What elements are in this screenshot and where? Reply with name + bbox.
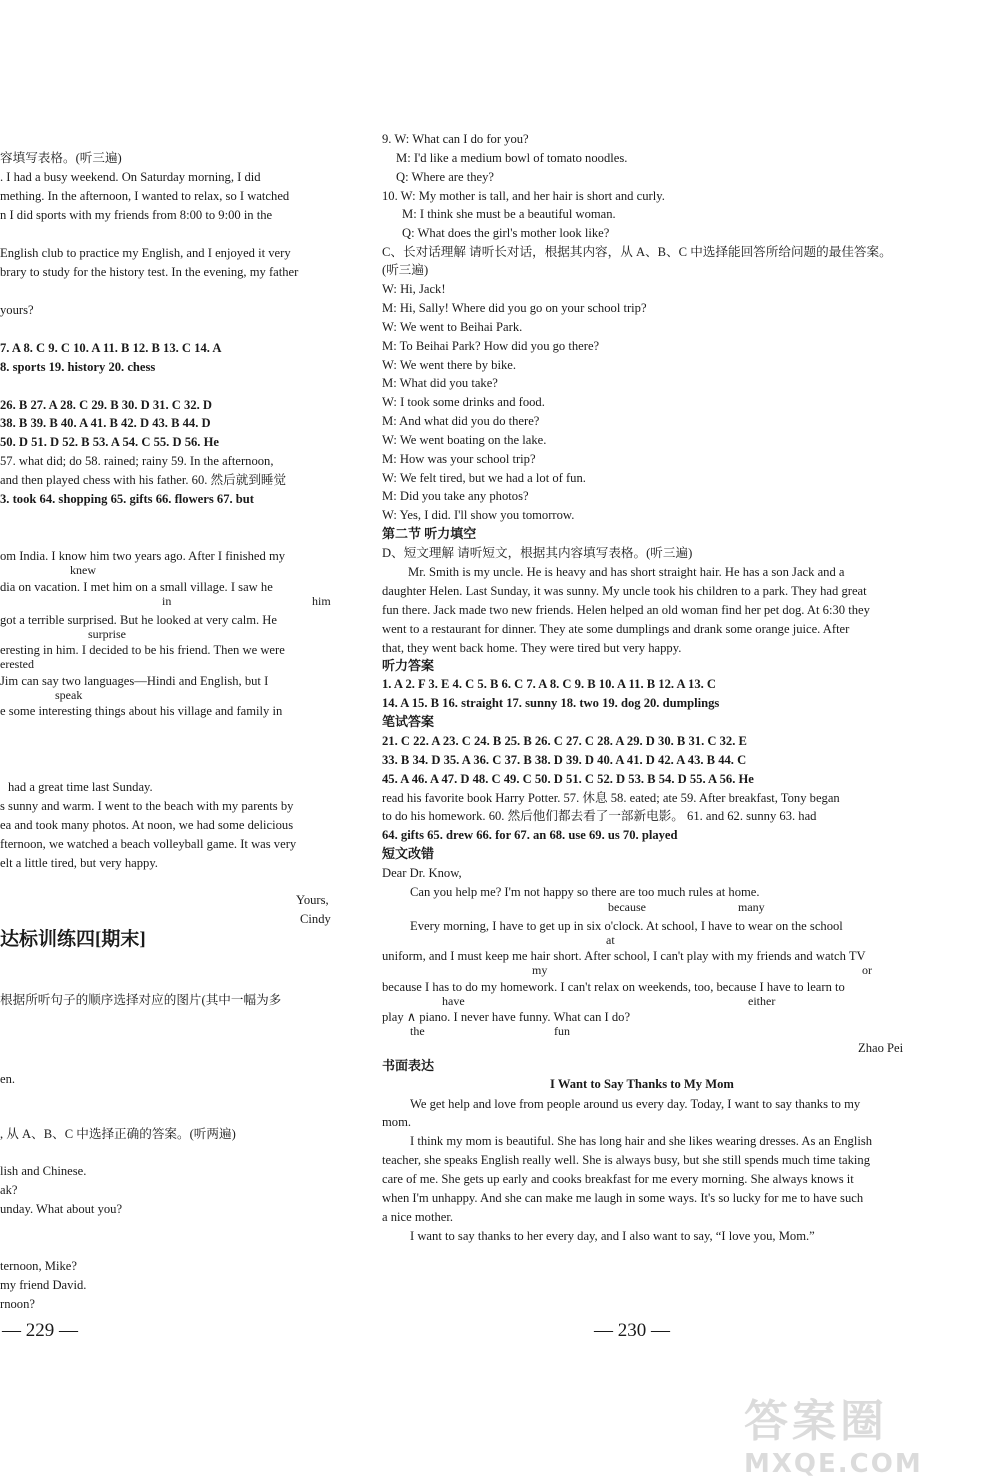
closing: Yours, — [296, 893, 329, 907]
correction-word: my — [532, 963, 548, 977]
answer-line: 8. sports 19. history 20. chess — [0, 360, 156, 374]
dialogue-line: W: Hi, Jack! — [382, 282, 446, 296]
text-line: ea and took many photos. At noon, we had some delicious — [0, 818, 294, 832]
answer-line: 7. A 8. C 9. C 10. A 11. B 12. B 13. C 14. A — [0, 341, 222, 355]
answer-line: 33. B 34. D 35. A 36. C 37. B 38. D 39. D 40. A 41. D 42. A 43. B 44. C — [382, 753, 747, 767]
right-page — [372, 0, 947, 1471]
answer-line: 45. A 46. A 47. D 48. C 49. C 50. D 51. C 52. D 53. B 54. D 55. A 56. He — [382, 772, 754, 786]
text-line: 根据所听句子的顺序选择对应的图片(其中一幅为多 — [0, 993, 282, 1007]
essay-line: mom. — [382, 1115, 412, 1129]
text-line: rnoon? — [0, 1297, 35, 1311]
instruction-line: D、短文理解 请听短文，根据其内容填写表格。(听三遍) — [382, 546, 693, 560]
section-title: 听力答案 — [382, 658, 435, 673]
text-line: 容填写表格。(听三遍) — [0, 151, 122, 165]
passage-line: fun there. Jack made two new friends. Helen helped an old woman find her pet dog. At 6:30 they — [382, 603, 870, 617]
correction-word: speak — [55, 688, 83, 702]
dialogue-line: W: I took some drinks and food. — [382, 395, 545, 409]
essay-line: a nice mother. — [382, 1210, 453, 1224]
dialogue-line: M: What did you take? — [382, 376, 498, 390]
site-watermark — [744, 1385, 994, 1479]
dialogue-line: M: Did you take any photos? — [382, 489, 529, 503]
answer-line: 57. what did; do 58. rained; rainy 59. In the afternoon, — [0, 454, 274, 468]
essay-line: teacher, she speaks English really well. She is always busy, but she still spends much time taking — [382, 1153, 870, 1167]
answer-line: 3. took 64. shopping 65. gifts 66. flowers 67. but — [0, 492, 255, 506]
correction-line: got a terrible surprised. But he looked at very calm. He — [0, 613, 277, 627]
letter-line: Every morning, I have to get up in six o'clock. At school, I have to wear on the school — [410, 919, 843, 933]
letter-line: uniform, and I must keep me hair short. After school, I can't play with my friends and watch TV — [382, 949, 866, 963]
dialogue-line: M: To Beihai Park? How did you go there? — [382, 339, 600, 353]
section-title: 第二节 听力填空 — [382, 526, 477, 541]
essay-line: when I'm unhappy. And she can make me laugh in some ways. It's so lucky for me to have such — [382, 1191, 864, 1205]
letter-line: Can you help me? I'm not happy so there are too much rules at home. — [410, 885, 760, 899]
correction-word: surprise — [88, 627, 126, 641]
answer-line: 64. gifts 65. drew 66. for 67. an 68. use 69. us 70. played — [382, 828, 678, 842]
correction-word: erested — [0, 657, 34, 671]
instruction-line: C、长对话理解 请听长对话，根据其内容，从 A、B、C 中选择能回答所给问题的最佳答案。 — [382, 245, 892, 259]
text-line: brary to study for the history test. In the evening, my father — [0, 265, 299, 279]
section-title: 短文改错 — [382, 846, 435, 861]
dialogue-line: M: Hi, Sally! Where did you go on your school trip? — [382, 301, 647, 315]
passage-line: daughter Helen. Last Sunday, it was sunny. My uncle took his children to a park. They had great — [382, 584, 867, 598]
dialogue-line: W: We went to Beihai Park. — [382, 320, 523, 334]
correction-word: because — [608, 900, 646, 914]
correction-word: or — [862, 963, 872, 977]
text-line: English club to practice my English, and I enjoyed it very — [0, 246, 291, 260]
answer-line: 1. A 2. F 3. E 4. C 5. B 6. C 7. A 8. C 9. B 10. A 11. B 12. A 13. C — [382, 677, 717, 691]
essay-line: We get help and love from people around us every day. Today, I want to say thanks to my — [410, 1097, 861, 1111]
left-page — [0, 0, 345, 1471]
correction-line: dia on vacation. I met him on a small village. I saw he — [0, 580, 273, 594]
correction-line: eresting in him. I decided to be his friend. Then we were — [0, 643, 285, 657]
text-line: n I did sports with my friends from 8:00 to 9:00 in the — [0, 208, 273, 222]
text-line: en. — [0, 1072, 16, 1086]
correction-word: at — [606, 933, 615, 947]
correction-word: knew — [70, 563, 96, 577]
instruction-line: (听三遍) — [382, 263, 429, 277]
dialogue-line: W: We felt tired, but we had a lot of fun. — [382, 471, 586, 485]
answer-line: 50. D 51. D 52. B 53. A 54. C 55. D 56. He — [0, 435, 219, 449]
essay-line: I want to say thanks to her every day, and I also want to say, “I love you, Mom.” — [410, 1229, 815, 1243]
text-line: M: I think she must be a beautiful woman. — [402, 207, 616, 221]
passage-line: went to a restaurant for dinner. They ate some dumplings and drank some orange juice. After — [382, 622, 850, 636]
text-line: ak? — [0, 1183, 18, 1197]
text-line: my friend David. — [0, 1278, 87, 1292]
answer-line: and then played chess with his father. 60. 然后就到睡觉 — [0, 473, 287, 487]
passage-line: that, they went back home. They were tired but very happy. — [382, 641, 682, 655]
answer-line: read his favorite book Harry Potter. 57. 休息 58. eated; ate 59. After breakfast, Tony began — [382, 791, 840, 805]
text-line: Q: Where are they? — [396, 170, 495, 184]
text-line: M: I'd like a medium bowl of tomato noodles. — [396, 151, 628, 165]
dialogue-line: M: How was your school trip? — [382, 452, 536, 466]
correction-word: many — [738, 900, 765, 914]
text-line: . I had a busy weekend. On Saturday morning, I did — [0, 170, 261, 184]
dialogue-line: W: We went there by bike. — [382, 358, 516, 372]
watermark-url: MXQE.COM — [744, 1449, 923, 1479]
text-line: had a great time last Sunday. — [8, 780, 153, 794]
text-line: 10. W: My mother is tall, and her hair is short and curly. — [382, 189, 665, 203]
text-line: lish and Chinese. — [0, 1164, 87, 1178]
text-line: 9. W: What can I do for you? — [382, 132, 529, 146]
letter-line: play ∧ piano. I never have funny. What can I do? — [382, 1010, 631, 1024]
correction-word: the — [410, 1024, 425, 1038]
text-line: fternoon, we watched a beach volleyball game. It was very — [0, 837, 297, 851]
correction-line: e some interesting things about his village and family in — [0, 704, 283, 718]
text-line: , 从 A、B、C 中选择正确的答案。(听两遍) — [0, 1127, 236, 1141]
text-line: elt a little tired, but very happy. — [0, 856, 158, 870]
answer-line: to do his homework. 60. 然后他们都去看了一部新电影。 61. and 62. sunny 63. had — [382, 809, 817, 823]
text-line: unday. What about you? — [0, 1202, 123, 1216]
page-number: — 229 — — [2, 1320, 78, 1341]
correction-line: om India. I know him two years ago. After I finished my — [0, 549, 286, 563]
answer-line: 26. B 27. A 28. C 29. B 30. D 31. C 32. D — [0, 398, 213, 412]
correction-word: either — [748, 994, 776, 1008]
answer-line: 21. C 22. A 23. C 24. B 25. B 26. C 27. C 28. A 29. D 30. B 31. C 32. E — [382, 734, 747, 748]
letter-salutation: Dear Dr. Know, — [382, 866, 462, 880]
essay-line: care of me. She gets up early and cooks breakfast for me every morning. She always knows it — [382, 1172, 854, 1186]
dialogue-line: W: Yes, I did. I'll show you tomorrow. — [382, 508, 575, 522]
correction-word: in — [162, 594, 172, 608]
answer-line: 38. B 39. B 40. A 41. B 42. D 43. B 44. D — [0, 416, 211, 430]
essay-title: I Want to Say Thanks to My Mom — [550, 1077, 734, 1091]
dialogue-line: W: We went boating on the lake. — [382, 433, 547, 447]
text-line: s sunny and warm. I went to the beach with my parents by — [0, 799, 294, 813]
text-line: mething. In the afternoon, I wanted to relax, so I watched — [0, 189, 290, 203]
answer-line: 14. A 15. B 16. straight 17. sunny 18. two 19. dog 20. dumplings — [382, 696, 720, 710]
correction-line: Jim can say two languages—Hindi and English, but I — [0, 674, 269, 688]
section-title: 书面表达 — [382, 1058, 435, 1073]
correction-word: him — [312, 594, 331, 608]
text-line: yours? — [0, 303, 34, 317]
signature-name: Cindy — [300, 912, 331, 926]
page-number: — 230 — — [594, 1320, 670, 1341]
section-heading: 达标训练四[期末] — [0, 929, 146, 950]
watermark-logo-text: 答案圈 — [744, 1396, 888, 1447]
passage-line: Mr. Smith is my uncle. He is heavy and has short straight hair. He has a son Jack and a — [408, 565, 845, 579]
correction-word: have — [442, 994, 465, 1008]
letter-line: because I has to do my homework. I can't relax on weekends, too, because I have to learn to — [382, 980, 845, 994]
letter-signature: Zhao Pei — [858, 1041, 904, 1055]
text-line: ternoon, Mike? — [0, 1259, 77, 1273]
dialogue-line: M: And what did you do there? — [382, 414, 540, 428]
essay-line: I think my mom is beautiful. She has long hair and she likes wearing dresses. As an English — [410, 1134, 873, 1148]
text-line: Q: What does the girl's mother look like? — [402, 226, 610, 240]
section-title: 笔试答案 — [382, 714, 435, 729]
correction-word: fun — [554, 1024, 570, 1038]
